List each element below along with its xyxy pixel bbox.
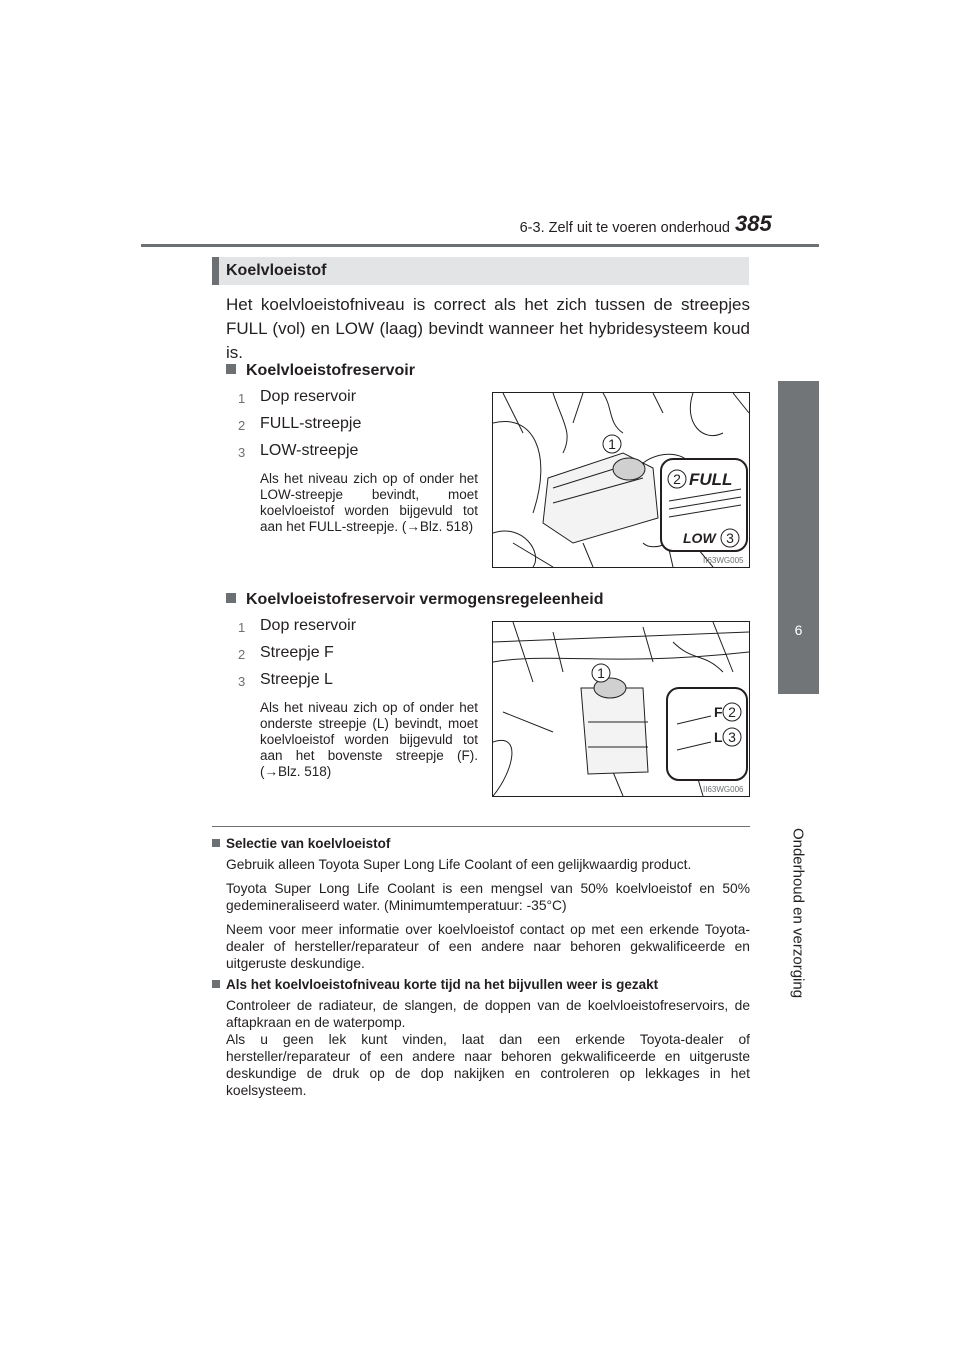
page-number: 385 (735, 211, 772, 236)
callout-1: 1 (597, 665, 605, 681)
figure-code: II63WG005 (703, 556, 744, 565)
full-mark-label: FULL (689, 470, 733, 489)
item-number: 2 (238, 418, 246, 433)
section-title-accent (212, 257, 219, 285)
section-intro: Het koelvloeistofniveau is correct als het zich tussen de streepjes FULL (vol) en LOW (laag) bevindt wanneer het hybridesysteem koud is. (226, 295, 750, 362)
section-title: Koelvloeistof (226, 262, 327, 279)
callout-3: 3 (726, 530, 734, 546)
note-heading-text: Als het koelvloeistofniveau korte tijd na het bijvullen weer is gezakt (226, 977, 659, 992)
reservoir-note: Als het niveau zich op of onder het LOW-streepje bevindt, moet koelvloeistof worden bijgevuld tot aan het FULL-streepje. (→Blz. 518) (260, 471, 478, 534)
pcu-reservoir-note: Als het niveau zich op of onder het onderste streepje (L) bevindt, moet koelvloeistof worden bijgevuld tot aan het bovenste streepje (F). (→Blz. 518) (260, 700, 478, 779)
note-paragraph: Controleer de radiateur, de slangen, de doppen van de koelvloeistofreservoirs, de aftapkraan en de waterpomp. (226, 998, 750, 1030)
square-bullet-icon (212, 839, 220, 847)
note-paragraph: Gebruik alleen Toyota Super Long Life Coolant of een gelijkwaardig product. (226, 857, 692, 872)
pcu-reservoir-heading (226, 591, 603, 609)
note-heading (212, 977, 658, 992)
note-heading-text: Selectie van koelvloeistof (226, 836, 391, 851)
pcu-reservoir-heading-text: Koelvloeistofreservoir vermogensregeleenheid (246, 591, 604, 608)
item-number: 3 (238, 674, 246, 689)
item-number: 3 (238, 445, 246, 460)
engine-bay-illustration (493, 622, 749, 796)
chapter-tab (778, 381, 819, 694)
item-number: 2 (238, 647, 246, 662)
item-number: 1 (238, 620, 246, 635)
item-number: 1 (238, 391, 246, 406)
callout-2: 2 (673, 471, 681, 487)
item-label: FULL-streepje (260, 415, 362, 432)
l-mark-label: L (714, 729, 723, 745)
f-mark-label: F (714, 704, 723, 720)
notes-divider (212, 826, 750, 827)
reservoir-figure (492, 392, 750, 568)
item-label: Streepje F (260, 644, 334, 661)
reservoir-heading-text: Koelvloeistofreservoir (246, 362, 415, 379)
note-paragraph: Neem voor meer informatie over koelvloeistof contact op met een erkende Toyota-dealer of hersteller/reparateur of een andere naar behoren gekwalificeerde en uitgeruste deskundige. (226, 922, 750, 971)
note-paragraph: Toyota Super Long Life Coolant is een mengsel van 50% koelvloeistof en 50% gedemineraliseerd water. (Minimumtemperatuur: -35°C) (226, 881, 750, 913)
callout-2: 2 (728, 704, 736, 720)
item-label: LOW-streepje (260, 442, 359, 459)
pcu-reservoir-figure (492, 621, 750, 797)
header-divider (141, 244, 819, 247)
item-label: Dop reservoir (260, 617, 357, 634)
figure-code: II63WG006 (703, 785, 744, 794)
square-bullet-icon (226, 593, 236, 603)
note-paragraph: Als u geen lek kunt vinden, laat dan een erkende Toyota-dealer of hersteller/reparateur of een andere naar behoren gekwalificeerde en uitgeruste deskundige de druk op de dop nakijken en controleren op lekkages in het koelsysteem. (226, 1032, 750, 1098)
square-bullet-icon (212, 980, 220, 988)
low-mark-label: LOW (683, 530, 716, 546)
chapter-side-label (758, 798, 838, 1028)
note-heading (212, 836, 390, 851)
callout-1: 1 (608, 436, 616, 452)
engine-bay-illustration (493, 393, 749, 567)
chapter-tab-number: 6 (794, 622, 803, 638)
chapter-side-title: Onderhoud en verzorging (789, 827, 807, 999)
item-label: Dop reservoir (260, 388, 357, 405)
item-label: Streepje L (260, 671, 333, 688)
callout-3: 3 (728, 729, 736, 745)
square-bullet-icon (226, 364, 236, 374)
reservoir-heading (226, 362, 415, 380)
running-header-section: 6-3. Zelf uit te voeren onderhoud (519, 220, 730, 236)
